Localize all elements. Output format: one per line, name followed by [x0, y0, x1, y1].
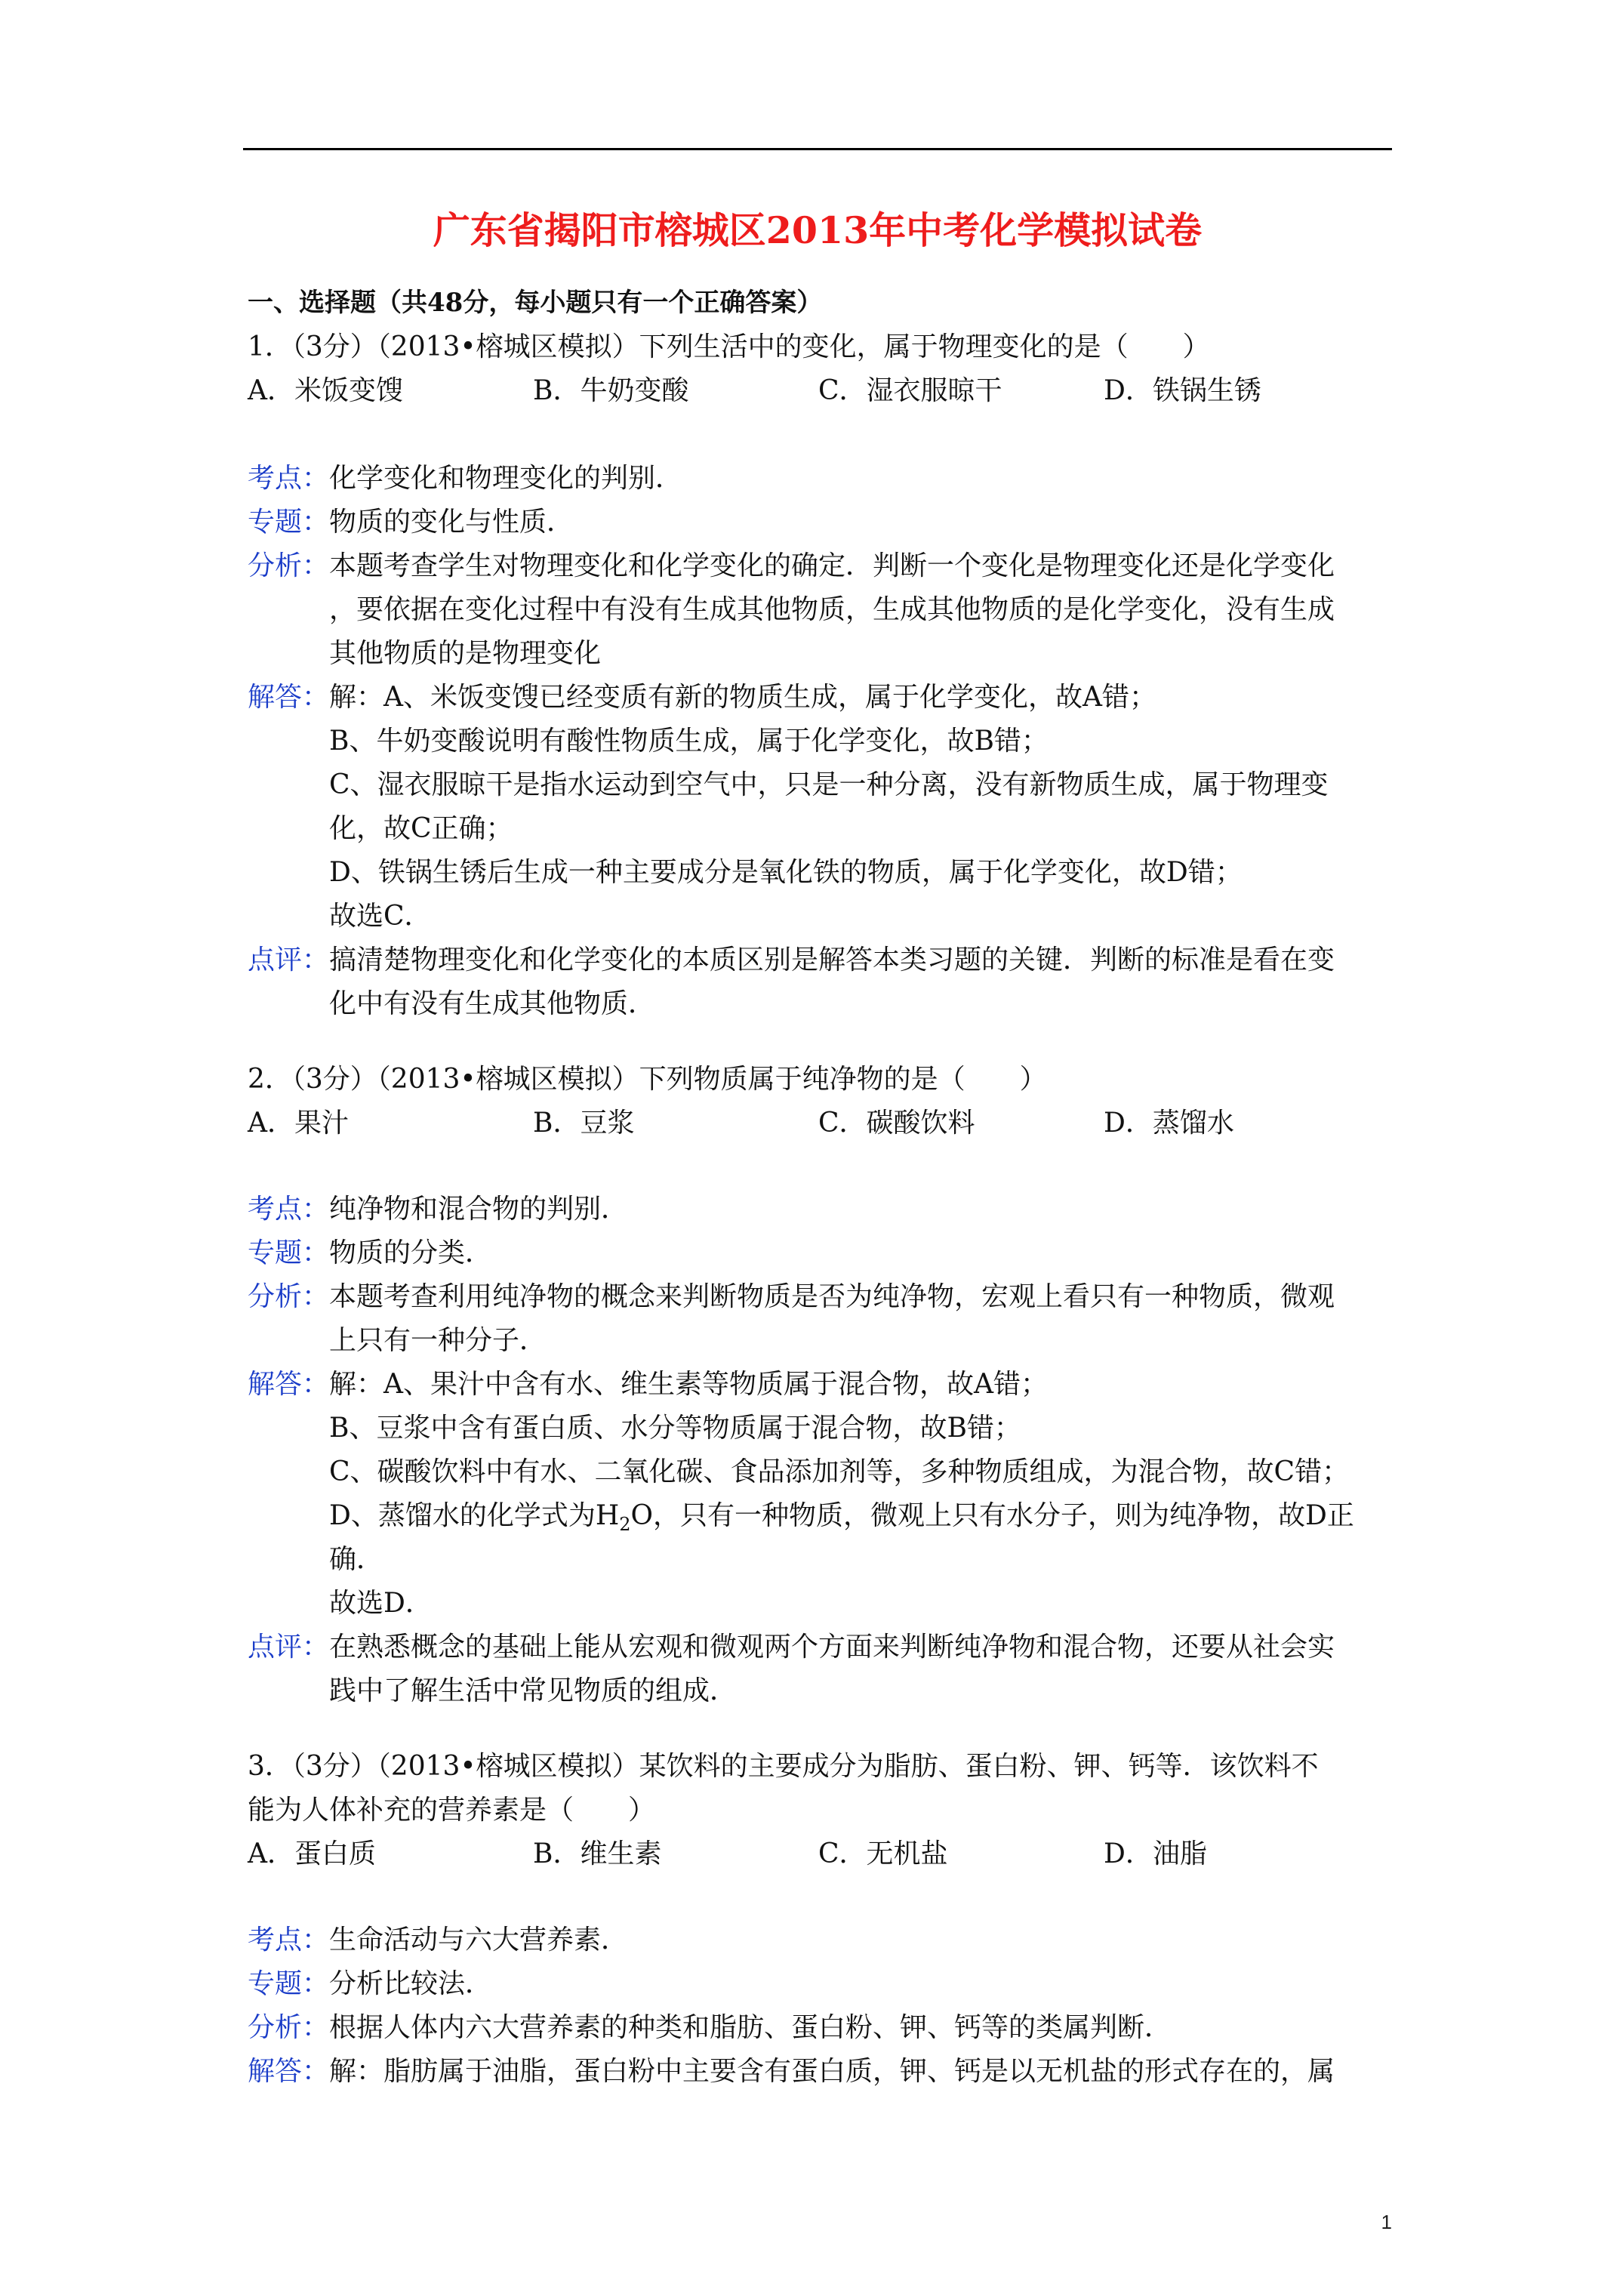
q1-jieda-line: B、牛奶变酸说明有酸性物质生成，属于化学变化，故B错；	[329, 726, 1049, 757]
q2-option-a: A．果汁	[248, 1108, 349, 1139]
q3-zhuanti-label: 专题：	[248, 1968, 330, 1999]
question-3-stem-line: 能为人体补充的营养素是（ ）	[248, 1795, 656, 1826]
q2-option-d: D．蒸馏水	[1104, 1108, 1234, 1139]
q1-zhuanti: 物质的变化与性质．	[329, 507, 574, 538]
q2-jieda-line-d	[329, 1496, 1354, 1536]
q1-kaodian: 化学变化和物理变化的判别．	[329, 463, 683, 494]
q2-option-c: C．碳酸饮料	[818, 1108, 975, 1139]
q1-fenxi-label: 分析：	[248, 550, 330, 581]
q2-jieda-line: 确．	[329, 1544, 384, 1575]
q2-jieda-line: B、豆浆中含有蛋白质、水分等物质属于混合物，故B错；	[329, 1413, 1021, 1444]
header-rule	[243, 148, 1392, 150]
q2-dianping-line: 在熟悉概念的基础上能从宏观和微观两个方面来判断纯净物和混合物，还要从社会实	[329, 1632, 1335, 1663]
q1-jieda-line: 化，故C正确；	[329, 813, 513, 844]
question-3-stem-line: 3．（3分）（2013•榕城区模拟）某饮料的主要成分为脂肪、蛋白粉、钾、钙等．该饮料不	[248, 1751, 1319, 1782]
page-title: 广东省揭阳市榕城区2013年中考化学模拟试卷	[433, 208, 1203, 252]
q2-jieda-d-sub: 2	[619, 1514, 631, 1536]
q1-dianping-label: 点评：	[248, 945, 330, 975]
q3-zhuanti: 分析比较法．	[329, 1968, 493, 1999]
q1-jieda-line: C、湿衣服晾干是指水运动到空气中，只是一种分离，没有新物质生成，属于物理变	[329, 769, 1329, 800]
section-heading: 一、选择题（共48分，每小题只有一个正确答案）	[248, 288, 823, 318]
q2-kaodian-label: 考点：	[248, 1194, 330, 1225]
q1-option-b: B．牛奶变酸	[533, 375, 689, 406]
q3-option-b: B．维生素	[533, 1838, 662, 1869]
q2-zhuanti: 物质的分类．	[329, 1237, 493, 1268]
q3-option-c: C．无机盐	[818, 1838, 948, 1869]
q2-dianping-label: 点评：	[248, 1632, 330, 1663]
q1-zhuanti-label: 专题：	[248, 507, 330, 538]
q3-option-a: A．蛋白质	[248, 1838, 376, 1869]
q2-dianping-line: 践中了解生活中常见物质的组成．	[329, 1675, 738, 1706]
q1-dianping-line: 搞清楚物理变化和化学变化的本质区别是解答本类习题的关键．判断的标准是看在变	[329, 945, 1335, 975]
q1-jieda-line: 故选C．	[329, 901, 432, 932]
q1-jieda-line: D、铁锅生锈后生成一种主要成分是氧化铁的物质，属于化学变化，故D错；	[329, 857, 1243, 888]
q2-fenxi-label: 分析：	[248, 1281, 330, 1312]
q3-kaodian: 生命活动与六大营养素．	[329, 1925, 629, 1955]
question-1-stem: 1．（3分）（2013•榕城区模拟）下列生活中的变化，属于物理变化的是（ ）	[248, 331, 1210, 362]
q1-fenxi-line: ，要依据在变化过程中有没有生成其他物质，生成其他物质的是化学变化，没有生成	[329, 594, 1335, 625]
q2-zhuanti-label: 专题：	[248, 1237, 330, 1268]
q1-option-a: A．米饭变馊	[248, 375, 403, 406]
q2-jieda-d-pre: D、蒸馏水的化学式为H	[329, 1500, 620, 1531]
q2-jieda-line: 解：A、果汁中含有水、维生素等物质属于混合物，故A错；	[329, 1369, 1048, 1400]
q1-fenxi-line: 其他物质的是物理变化	[329, 638, 602, 669]
q2-jieda-line: C、碳酸饮料中有水、二氧化碳、食品添加剂等，多种物质组成，为混合物，故C错；	[329, 1456, 1350, 1487]
q2-option-b: B．豆浆	[533, 1108, 635, 1139]
q2-fenxi-line: 本题考查利用纯净物的概念来判断物质是否为纯净物，宏观上看只有一种物质，微观	[329, 1281, 1335, 1312]
q1-kaodian-label: 考点：	[248, 463, 330, 494]
q2-fenxi-line: 上只有一种分子．	[329, 1325, 547, 1356]
q1-jieda-label: 解答：	[248, 682, 330, 713]
page-number: 1	[1381, 2211, 1392, 2233]
q1-fenxi-line: 本题考查学生对物理变化和化学变化的确定．判断一个变化是物理变化还是化学变化	[329, 550, 1335, 581]
q1-jieda-line: 解：A、米饭变馊已经变质有新的物质生成，属于化学变化，故A错；	[329, 682, 1156, 713]
q2-kaodian: 纯净物和混合物的判别．	[329, 1194, 629, 1225]
q1-option-c: C．湿衣服晾干	[818, 375, 1002, 406]
question-2-stem: 2．（3分）（2013•榕城区模拟）下列物质属于纯净物的是（ ）	[248, 1064, 1047, 1095]
q2-jieda-label: 解答：	[248, 1369, 330, 1400]
q3-fenxi: 根据人体内六大营养素的种类和脂肪、蛋白粉、钾、钙等的类属判断．	[329, 2012, 1172, 2043]
q3-fenxi-label: 分析：	[248, 2012, 330, 2043]
q1-dianping-line: 化中有没有生成其他物质．	[329, 988, 656, 1019]
q3-jieda: 解：脂肪属于油脂，蛋白粉中主要含有蛋白质，钾、钙是以无机盐的形式存在的，属	[329, 2056, 1335, 2087]
q3-jieda-label: 解答：	[248, 2056, 330, 2087]
q1-option-d: D．铁锅生锈	[1104, 375, 1261, 406]
q2-jieda-line: 故选D．	[329, 1588, 433, 1619]
q2-jieda-d-post: O，只有一种物质，微观上只有水分子，则为纯净物，故D正	[630, 1500, 1354, 1531]
q3-option-d: D．油脂	[1104, 1838, 1207, 1869]
q3-kaodian-label: 考点：	[248, 1925, 330, 1955]
